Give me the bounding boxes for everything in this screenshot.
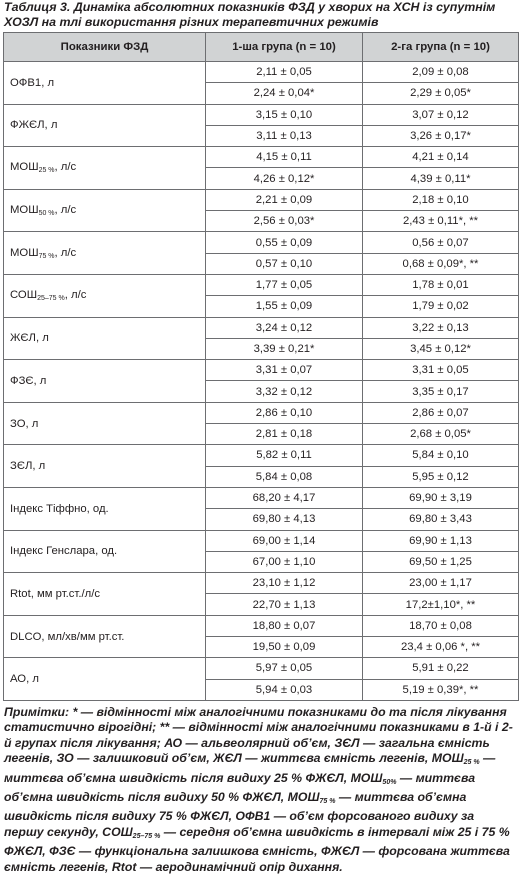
notes-sub-4: 25–75 % [132,832,161,840]
row-label [4,104,206,147]
row-label-text: МОШ [10,246,39,259]
table-row [4,658,519,679]
value-cell-group-1: 3,15 ± 0,10 [206,104,363,125]
value-cell-group-1: 5,82 ± 0,11 [206,445,363,466]
value-cell-group-2: 4,39 ± 0,11* [363,168,519,189]
value-cell-group-2: 3,22 ± 0,13 [363,317,519,338]
row-label-text: ОФВ1, л [10,76,55,89]
table-notes [4,705,517,875]
row-label [4,62,206,105]
value-cell-group-1: 18,80 ± 0,07 [206,615,363,636]
value-cell-group-2: 5,84 ± 0,10 [363,445,519,466]
notes-text-2: — миттєва об’ємна швидкість після видиху 25 % ФЖЄЛ, МОШ [4,751,496,785]
value-cell-group-1: 0,57 ± 0,10 [206,253,363,274]
row-label [4,658,206,701]
value-cell-group-2: 3,45 ± 0,12* [363,338,519,359]
value-cell-group-2: 17,2±1,10*, ** [363,594,519,615]
value-cell-group-1: 68,20 ± 4,17 [206,487,363,508]
table-row [4,445,519,466]
value-cell-group-2: 5,95 ± 0,12 [363,466,519,487]
row-label-unit: , л/с [54,204,77,217]
table-row [4,573,519,594]
row-label-unit: , л/с [64,289,87,302]
value-cell-group-1: 3,39 ± 0,21* [206,338,363,359]
row-label [4,402,206,445]
value-cell-group-1: 5,97 ± 0,05 [206,658,363,679]
fzd-table [3,32,519,701]
notes-text-4: — миттєва об’ємна швидкість після видиху 75 % ФЖЄЛ, ОФВ1 — об’єм форсованого видиху за першу секунду, СОШ [4,790,475,839]
value-cell-group-2: 3,31 ± 0,05 [363,360,519,381]
table-caption: Таблиця 3. Динаміка абсолютних показників ФЗД у хворих на ХСН із супутнім ХОЗЛ на тлі використання різних терапевтичних режимів [4,0,496,29]
row-label-text: DLCO, мл/хв/мм рт.ст. [10,630,125,643]
table-row [4,615,519,636]
value-cell-group-2: 2,86 ± 0,07 [363,402,519,423]
table-row [4,62,519,83]
value-cell-group-1: 22,70 ± 1,13 [206,594,363,615]
row-label-subscript: 50 % [38,210,55,218]
header-indicator: Показники ФЗД [4,33,206,62]
value-cell-group-2: 3,26 ± 0,17* [363,125,519,146]
value-cell-group-1: 23,10 ± 1,12 [206,573,363,594]
value-cell-group-2: 23,4 ± 0,06 *, ** [363,637,519,658]
notes-text-5: — середня об’ємна швидкість в інтервалі між 25 і 75 % ФЖЄЛ, ФЗЄ — функціональна залишкова ємність, ФЖЄЛ — форсована життєва ємність легенів, Rtot — аеродинамічний опір дихання. [4,824,510,874]
value-cell-group-2: 4,21 ± 0,14 [363,147,519,168]
value-cell-group-1: 0,55 ± 0,09 [206,232,363,253]
row-label [4,487,206,530]
notes-text-1: Примітки: * — відмінності між аналогічними показниками до та після лікування статистично вірогідні; ** — відмінності між аналогічними показниками в 1-й і 2-й групах після лікування; АО — альвеолярний об’єм, ЗЄЛ — загальна ємність легенів, ЗО — залишковий об’єм, ЖЄЛ — життєва ємність легенів, МОШ [4,705,513,766]
table-body [4,62,519,701]
value-cell-group-2: 0,56 ± 0,07 [363,232,519,253]
row-label [4,232,206,275]
value-cell-group-2: 3,35 ± 0,17 [363,381,519,402]
value-cell-group-1: 5,84 ± 0,08 [206,466,363,487]
value-cell-group-2: 2,09 ± 0,08 [363,62,519,83]
header-group-2: 2-га група (n = 10) [363,33,519,62]
row-label-text: МОШ [10,204,39,217]
table-row [4,104,519,125]
value-cell-group-1: 2,11 ± 0,05 [206,62,363,83]
row-label [4,189,206,232]
table-row [4,189,519,210]
row-label-text: СОШ [10,289,38,302]
row-label-text: ЗО, л [10,417,39,430]
value-cell-group-2: 0,68 ± 0,09*, ** [363,253,519,274]
row-label-subscript: 25 % [38,167,55,175]
row-label-subscript: 75 % [38,252,55,260]
row-label [4,615,206,658]
value-cell-group-1: 2,21 ± 0,09 [206,189,363,210]
value-cell-group-2: 2,18 ± 0,10 [363,189,519,210]
row-label-text: ФЖЄЛ, л [10,119,58,132]
value-cell-group-2: 1,79 ± 0,02 [363,296,519,317]
row-label-unit: , л/с [54,246,77,259]
row-label-text: МОШ [10,161,39,174]
value-cell-group-1: 2,81 ± 0,18 [206,424,363,445]
notes-sub-2: 50% [382,778,397,786]
value-cell-group-1: 3,24 ± 0,12 [206,317,363,338]
row-label [4,445,206,488]
notes-sub-3: 75 % [319,798,336,806]
row-label-text: АО, л [10,673,39,686]
value-cell-group-1: 4,15 ± 0,11 [206,147,363,168]
value-cell-group-2: 23,00 ± 1,17 [363,573,519,594]
row-label-text: ЖЄЛ, л [10,332,49,345]
row-label [4,317,206,360]
value-cell-group-1: 19,50 ± 0,09 [206,637,363,658]
value-cell-group-1: 1,55 ± 0,09 [206,296,363,317]
row-label-text: Індекс Тіффно, од. [10,502,109,515]
table-row [4,317,519,338]
value-cell-group-2: 69,80 ± 3,43 [363,509,519,530]
value-cell-group-1: 5,94 ± 0,03 [206,679,363,700]
value-cell-group-1: 69,00 ± 1,14 [206,530,363,551]
value-cell-group-1: 69,80 ± 4,13 [206,509,363,530]
row-label-text: Rtot, мм рт.ст./л/с [10,587,100,600]
table-row [4,360,519,381]
row-label [4,274,206,317]
value-cell-group-2: 5,91 ± 0,22 [363,658,519,679]
value-cell-group-2: 5,19 ± 0,39*, ** [363,679,519,700]
value-cell-group-1: 3,11 ± 0,13 [206,125,363,146]
table-row [4,487,519,508]
row-label-text: Індекс Генслара, од. [10,545,118,558]
header-group-1: 1-ша група (n = 10) [206,33,363,62]
row-label [4,360,206,403]
value-cell-group-2: 69,90 ± 1,13 [363,530,519,551]
value-cell-group-2: 18,70 ± 0,08 [363,615,519,636]
value-cell-group-1: 2,56 ± 0,03* [206,211,363,232]
table-row [4,530,519,551]
value-cell-group-1: 3,31 ± 0,07 [206,360,363,381]
notes-sub-1: 25 % [463,759,480,767]
value-cell-group-1: 4,26 ± 0,12* [206,168,363,189]
row-label [4,530,206,573]
value-cell-group-2: 3,07 ± 0,12 [363,104,519,125]
notes-text-3: — миттєва об’ємна швидкість після видиху 50 % ФЖЄЛ, МОШ [4,770,476,805]
row-label-text: ФЗЄ, л [10,374,47,387]
value-cell-group-1: 67,00 ± 1,10 [206,551,363,572]
table-row [4,274,519,295]
row-label [4,147,206,190]
value-cell-group-2: 2,29 ± 0,05* [363,83,519,104]
value-cell-group-1: 3,32 ± 0,12 [206,381,363,402]
row-label [4,573,206,616]
value-cell-group-1: 2,86 ± 0,10 [206,402,363,423]
value-cell-group-2: 2,43 ± 0,11*, ** [363,211,519,232]
row-label-subscript: 25–75 % [37,295,65,303]
value-cell-group-2: 2,68 ± 0,05* [363,424,519,445]
value-cell-group-2: 69,90 ± 3,19 [363,487,519,508]
table-row [4,232,519,253]
value-cell-group-1: 1,77 ± 0,05 [206,274,363,295]
row-label-unit: , л/с [54,161,77,174]
value-cell-group-2: 69,50 ± 1,25 [363,551,519,572]
table-row [4,147,519,168]
table-header-row [4,33,519,62]
table-row [4,402,519,423]
value-cell-group-1: 2,24 ± 0,04* [206,83,363,104]
row-label-text: ЗЄЛ, л [10,460,46,473]
value-cell-group-2: 1,78 ± 0,01 [363,274,519,295]
